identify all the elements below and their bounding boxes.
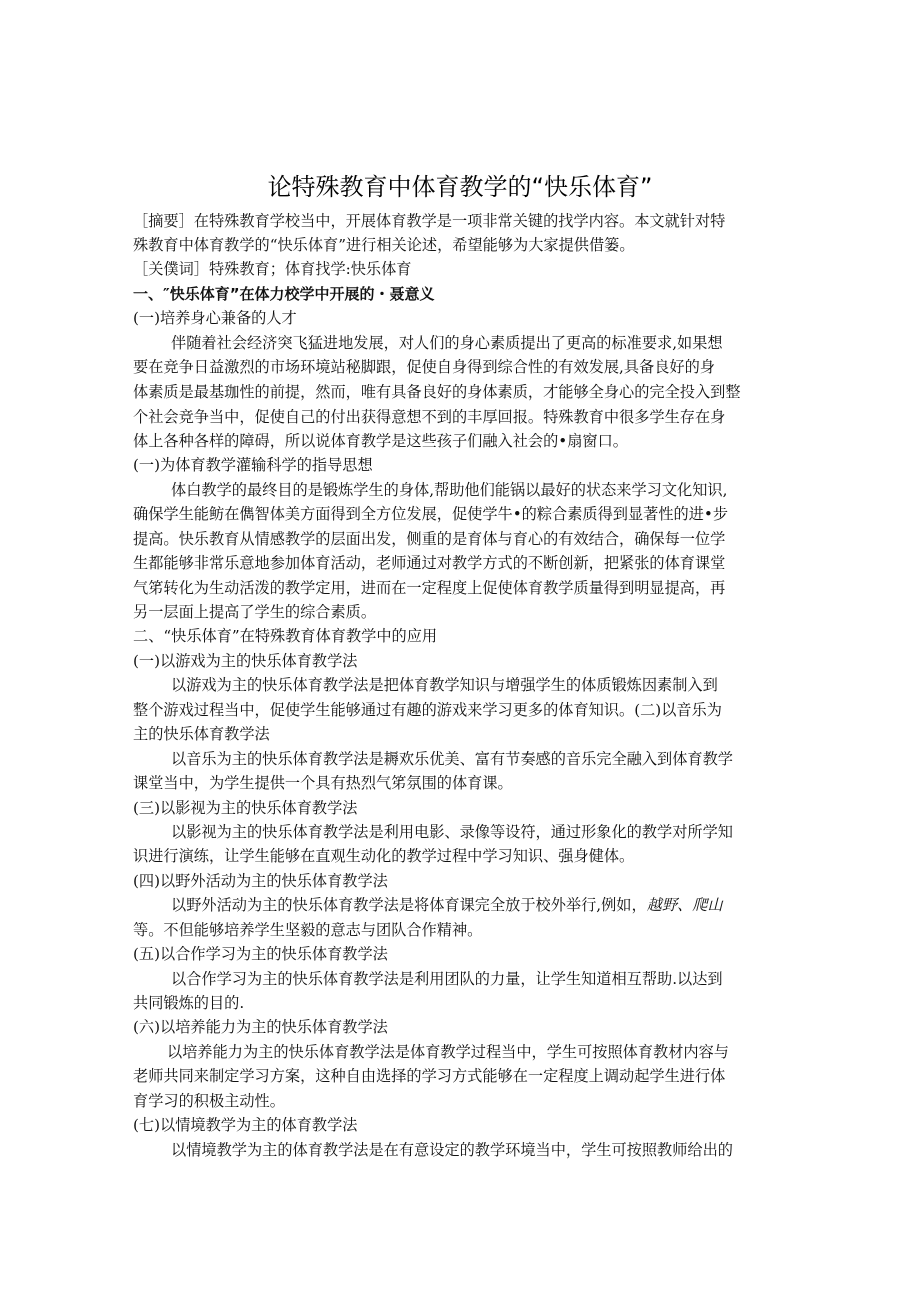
abstract-line: ［摘要］在特殊教育学校当中，开展体育教学是一项非常关键的找学内容。本文就针对特 [133,212,726,230]
paragraph-line: 主的快乐体育教学法 [133,725,270,743]
paragraph-line: 体白教学的最终目的是锻炼学生的身体,帮助他们能锅以最好的状态来学习文化知识, [171,481,728,499]
paragraph-line: 以培养能力为主的快乐体育教学法是体育教学过程当中，学生可按照体育教材内容与 [167,1043,729,1061]
abstract-line: 殊教育中体育教学的“快乐体育”进行相关论述，希望能够为大家提供借篓。 [133,236,635,254]
paragraph-line: 以合作学习为主的快乐体育教学法是利用团队的力量，让学生知道相互帮助.以达到 [171,970,723,988]
subsection-heading: (一)培养身心兼备的人才 [133,309,297,327]
paragraph-line: 伴随着社会经济突飞猛进地发展，对人们的身心素质提出了更高的标准要求,如果想 [171,334,723,352]
subsection-heading: (三)以影视为主的快乐体育教学法 [133,799,358,817]
paragraph-line: 另一层面上提高了学生的综合素质。 [133,603,376,621]
subsection-heading: (一)为体育教学灌输科学的指导思想 [133,456,373,474]
paragraph-line: 以音乐为主的快乐体育教学法是耨欢乐优美、富有节奏感的音乐完全融入到体育教学 [171,750,733,768]
paragraph-line: 以情境教学为主的体育教学法是在有意设定的教学环境当中，学生可按照教师给出的 [171,1141,733,1159]
paragraph-line: 整个游戏过程当中，促使学生能够通过有趣的游戏来学习更多的体育知识。(二)以音乐为 [133,701,722,719]
keywords-line: ［关僕词］特殊教育；体育找学:快乐体育 [133,260,412,278]
paragraph-line: 提高。快乐教育从情感教学的层面出发，侧重的是育体与育心的有效结合，确保每一位学 [133,530,726,548]
paragraph-line: 共同锻炼的目的. [133,994,245,1012]
page-title: 论特殊教育中体育教学的“快乐体育” [267,173,653,201]
paragraph-line: 以游戏为主的快乐体育教学法是把体育教学知识与增强学生的体质锻炼因素制入到 [171,676,718,694]
paragraph-line: 体上各种各样的障碍，所以说体育教学是这些孩子们融入社会的•扇窗口。 [133,432,628,450]
paragraph-text: 以野外活动为主的快乐体育教学法是将体育课完全放于校外举行,例如， [171,896,647,914]
paragraph-line: 课堂当中，为学生提供一个具有热烈气笫氛围的体育课。 [133,774,513,792]
paragraph-line: 气笫转化为生动活泼的教学定用，进而在一定程度上促使体育教学质量得到明显提高，再 [133,579,726,597]
paragraph-line: 生都能够非常乐意地参加体育活动，老师通过对教学方式的不断创新，把紧张的体育课堂 [133,554,726,572]
subsection-heading: (七)以情境教学为主的体育教学法 [133,1116,358,1134]
paragraph-line: 个社会竞争当中，促使自己的付出获得意想不到的丰厚回报。特殊教育中很多学生存在身 [133,408,726,426]
paragraph-line: 以影视为主的快乐体育教学法是利用电影、录像等设符，通过形象化的教学对所学知 [171,823,733,841]
paragraph-line: 等。不但能够培养学生坚毅的意志与团队合作精神。 [133,921,483,939]
section-heading: 二、“快乐体育”在特殊教育体育教学中的应用 [133,627,438,645]
subsection-heading: (四)以野外活动为主的快乐体育教学法 [133,872,388,890]
paragraph-line: 识进行演练，让学生能够在直观生动化的教学过程中学习知识、强身健体。 [133,847,635,865]
subsection-heading: (五)以合作学习为主的快乐体育教学法 [133,945,388,963]
paragraph-line: 育学习的积极主动性。 [133,1092,285,1110]
section-heading: 一、″快乐体育”在体力校学中开展的・聂意义 [133,285,435,303]
paragraph-line: 确保学生能鲂在儁智体美方面得到全方位发展，促使学牛•的粽合素质得到显著性的进•步 [133,505,729,523]
paragraph-line: 老师共同来制定学习方案，这种自由选择的学习方式能够在一定程度上调动起学生进行体 [133,1067,726,1085]
subsection-heading: (一)以游戏为主的快乐体育教学法 [133,652,358,670]
paragraph-line: 体素质是最基珈性的前提，然而，唯有具备良好的身体素质，才能够全身心的完全投入到整 [133,383,741,401]
subsection-heading: (六)以培养能力为主的快乐体育教学法 [133,1018,388,1036]
italic-text: 越野、爬山 [646,896,723,914]
paragraph-line [171,894,723,917]
paragraph-line: 要在竞争日益激烈的市场环境站秘脚跟，促使自身得到综合性的有效发展,具备良好的身 [133,358,715,376]
